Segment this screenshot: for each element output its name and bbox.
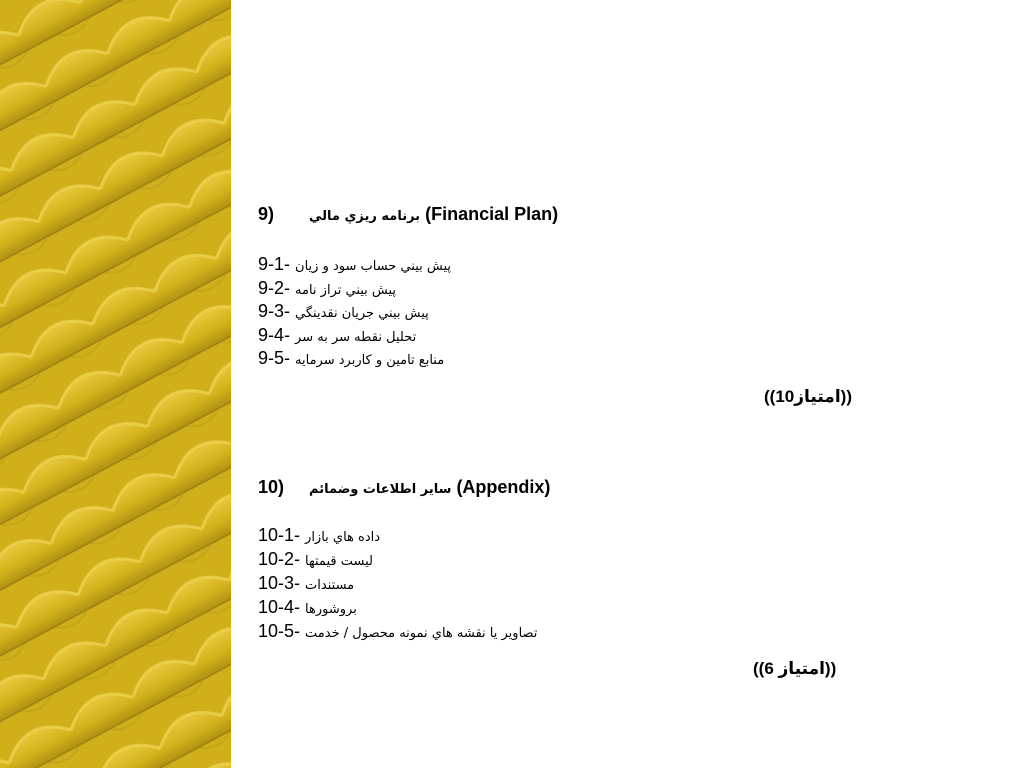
list-item [258,277,396,302]
section-heading-appendix [258,476,550,501]
item-text: پيش بيني حساب سود و زيان [295,259,452,274]
item-text: تحليل نقطه سر به سر [295,330,417,345]
list-item [258,324,416,349]
list-item [258,253,451,278]
section-number: 10) [258,477,285,497]
item-text: مستندات [305,578,355,593]
list-item [258,524,380,549]
item-code: 10-5- [258,621,301,641]
section-title-en: (Financial Plan) [425,204,559,224]
item-code: 9-1- [258,254,291,274]
item-code: 10-1- [258,525,301,545]
section-number: 9) [258,204,275,224]
section-heading-financial-plan [258,203,558,228]
item-code: 10-3- [258,573,301,593]
section-title-fa: ساير اطلاعات وضمائم [309,482,452,497]
item-text: منابع تامين و كاربرد سرمايه [295,353,445,368]
item-text: داده هاي بازار [305,530,381,545]
item-code: 10-4- [258,597,301,617]
item-code: 9-4- [258,325,291,345]
list-item [258,620,537,645]
section-title-fa: برنامه ريزي مالي [309,209,421,224]
item-code: 9-2- [258,278,291,298]
item-text: پيش بيني تراز نامه [295,283,397,298]
list-item [258,300,429,325]
section-score: ((امتياز10)) [764,387,852,406]
item-text: بروشورها [305,602,357,617]
item-code: 10-2- [258,549,301,569]
list-item [258,572,354,597]
item-code: 9-5- [258,348,291,368]
list-item [258,548,373,573]
section-score: ((امتياز 6)) [753,659,837,678]
item-text: پيش بيني جريان نقدينگي [295,306,429,321]
item-code: 9-3- [258,301,291,321]
item-text: ليست قيمتها [305,554,373,569]
section-title-en: (Appendix) [456,477,551,497]
list-item [258,596,357,621]
item-text: تصاوير يا نقشه هاي نمونه محصول / خدمت [305,626,538,641]
list-item [258,347,444,372]
